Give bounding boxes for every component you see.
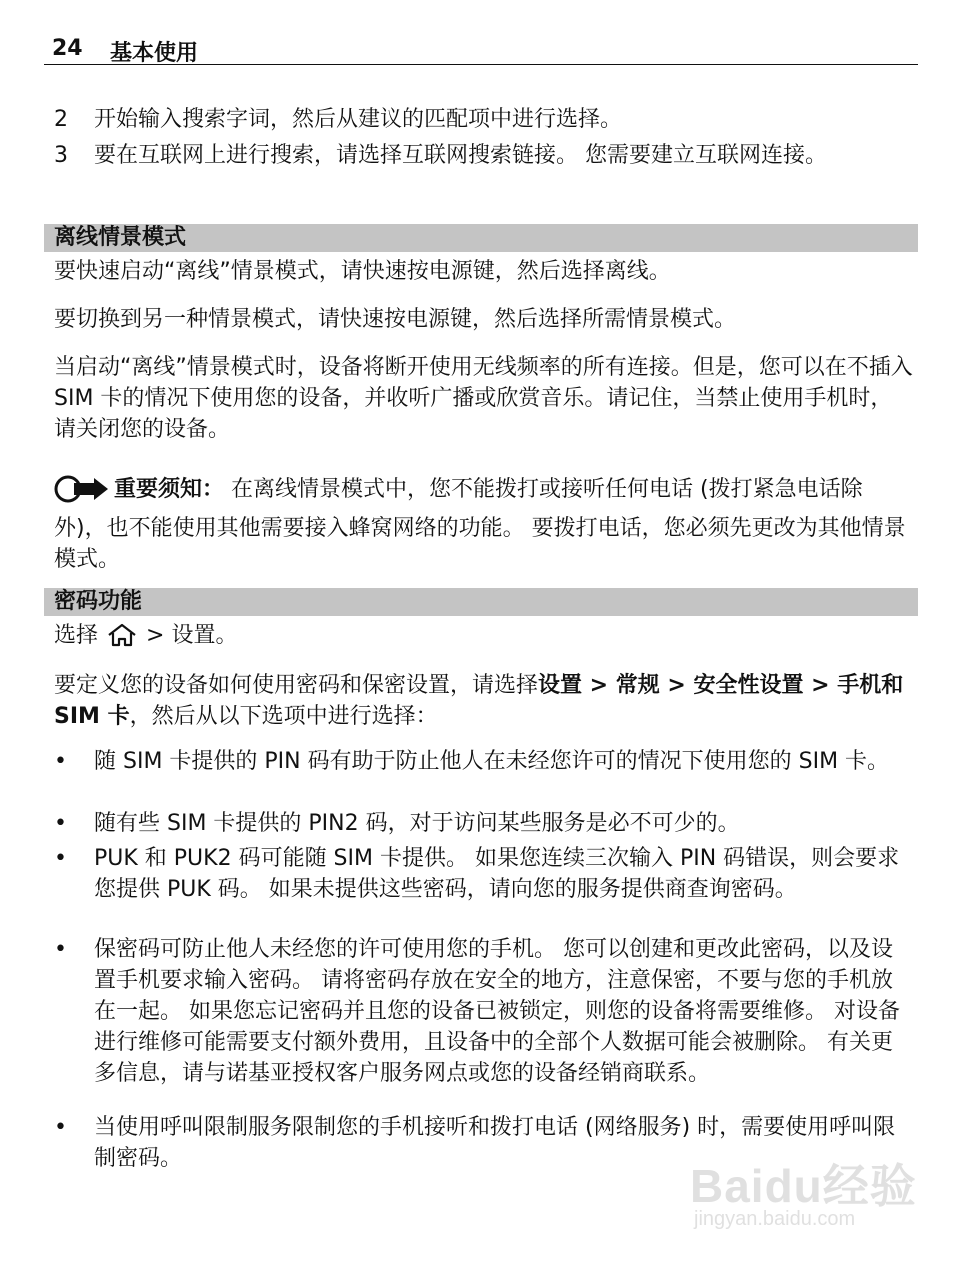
bullet-marker: • <box>54 846 67 871</box>
bullet-marker: • <box>54 811 67 836</box>
step-item <box>54 140 914 171</box>
step-text: 要在互联网上进行搜索，请选择互联网搜索链接。 您需要建立互联网连接。 <box>94 143 827 168</box>
bullet-marker: • <box>54 1115 67 1140</box>
note-pointer-icon <box>54 474 110 513</box>
list-item-text: PUK 和 PUK2 码可能随 SIM 卡提供。 如果您连续三次输入 PIN 码错误，则会要求您提供 PUK 码。 如果未提供这些密码，请向您的服务提供商查询密码。 <box>94 846 900 902</box>
list-item-text: 当使用呼叫限制服务限制您的手机接听和拨打电话 (网络服务) 时，需要使用呼叫限制密码。 <box>94 1115 896 1171</box>
select-instruction <box>54 620 914 657</box>
list-item-text: 保密码可防止他人未经您的许可使用您的手机。 您可以创建和更改此密码，以及设置手机要求输入密码。 请将密码存放在安全的地方，注意保密，不要与您的手机放在一起。 如果您忘记密码并且您的设备已被锁定，则您的设备将需要维修。 对设备进行维修可能需要支付额外费用，且设备中的全部个人数据可能会被删除。 有关更多信息，请与诺基亚授权客户服务网点或您的设备经销商联系。 <box>94 937 900 1086</box>
offline-paragraph-2: 要切换到另一种情景模式，请快速按电源键，然后选择所需情景模式。 <box>54 307 737 332</box>
list-item <box>54 934 914 1089</box>
password-intro <box>54 670 914 732</box>
intro-text-a: 要定义您的设备如何使用密码和保密设置，请选择 <box>54 673 539 698</box>
offline-paragraph-1: 要快速启动“离线”情景模式，请快速按电源键，然后选择离线。 <box>54 259 671 284</box>
bullet-marker: • <box>54 749 67 774</box>
intro-text-b: ，然后从以下选项中进行选择： <box>129 704 438 729</box>
list-item <box>54 843 914 905</box>
home-icon <box>106 622 138 657</box>
list-item-text: 随 SIM 卡提供的 PIN 码有助于防止他人在未经您许可的情况下使用您的 SIM 卡。 <box>94 749 890 774</box>
chapter-title: 基本使用 <box>110 41 199 66</box>
section-heading-text: 密码功能 <box>54 589 143 614</box>
bullet-marker: • <box>54 937 67 962</box>
section-heading-password <box>44 588 918 616</box>
page-number: 24 <box>52 36 83 61</box>
select-suffix: > 设置。 <box>146 623 238 648</box>
note-label: 重要须知： <box>114 477 225 502</box>
page-header <box>44 34 918 65</box>
list-item <box>54 808 914 839</box>
list-item-text: 随有些 SIM 卡提供的 PIN2 码，对于访问某些服务是必不可少的。 <box>94 811 740 836</box>
section-heading-offline <box>44 224 918 252</box>
step-text: 开始输入搜索字词，然后从建议的匹配项中进行选择。 <box>94 107 623 132</box>
watermark-url: jingyan.baidu.com <box>694 1208 856 1230</box>
section-heading-text: 离线情景模式 <box>54 225 187 250</box>
step-item <box>54 104 914 135</box>
important-note <box>54 474 914 575</box>
offline-paragraph-3: 当启动“离线”情景模式时，设备将断开使用无线频率的所有连接。但是，您可以在不插入 SIM 卡的情况下使用您的设备，并收听广播或欣赏音乐。请记住，当禁止使用手机时，请关闭您的设备。 <box>54 355 913 442</box>
watermark <box>690 1150 920 1240</box>
settings-path: 设置 > 常规 > 安全性设置 > 手机和 SIM 卡 <box>54 673 904 729</box>
watermark-logo: Baidu经验 <box>690 1160 917 1212</box>
note-text: 在离线情景模式中，您不能拨打或接听任何电话 (拨打紧急电话除外)，也不能使用其他需要接入蜂窝网络的功能。 要拨打电话，您必须先更改为其他情景模式。 <box>54 477 906 572</box>
list-item <box>54 746 914 777</box>
select-prefix: 选择 <box>54 623 99 648</box>
step-number: 2 <box>54 107 68 132</box>
step-number: 3 <box>54 143 68 168</box>
